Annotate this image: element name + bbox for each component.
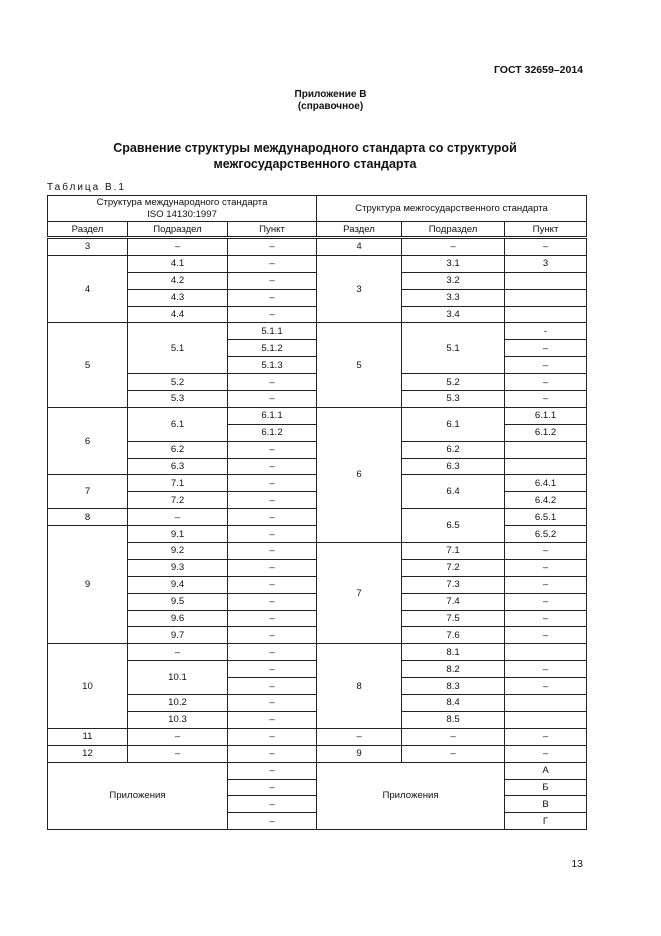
table-row <box>48 644 587 661</box>
cell: – <box>228 492 317 509</box>
cell: 3.4 <box>402 306 505 323</box>
col-header: Подраздел <box>128 222 228 238</box>
cell: 10 <box>48 644 128 728</box>
cell: – <box>505 559 587 576</box>
cell: – <box>128 644 228 661</box>
cell: 9.2 <box>128 543 228 560</box>
cell: 9.1 <box>128 526 228 543</box>
cell: 6.4 <box>402 475 505 509</box>
cell: 7 <box>317 543 402 644</box>
cell: Г <box>505 813 587 830</box>
table-row <box>48 543 587 560</box>
cell: 10.3 <box>128 711 228 728</box>
cell: 5.3 <box>402 391 505 408</box>
cell: 6.1.2 <box>505 424 587 441</box>
cell: – <box>228 728 317 745</box>
cell: 5.2 <box>128 374 228 391</box>
cell: – <box>505 391 587 408</box>
cell: 6 <box>48 407 128 475</box>
cell: 6.1.1 <box>228 407 317 424</box>
cell: 5 <box>317 323 402 407</box>
table-row <box>48 323 587 340</box>
cell: 9 <box>317 745 402 762</box>
title-line-2: межгосударственного стандарта <box>213 157 417 171</box>
cell: – <box>505 593 587 610</box>
col-header: Раздел <box>317 222 402 238</box>
cell: – <box>228 391 317 408</box>
column-header-row <box>48 222 587 238</box>
cell: 4 <box>48 255 128 323</box>
cell: 6.3 <box>402 458 505 475</box>
annex-subtitle: (справочное) <box>297 101 364 112</box>
cell: – <box>228 289 317 306</box>
cell: 5.3 <box>128 391 228 408</box>
table-row <box>48 745 587 762</box>
cell: 4.4 <box>128 306 228 323</box>
cell: – <box>128 238 228 256</box>
cell: 9.7 <box>128 627 228 644</box>
cell: 5.1.2 <box>228 340 317 357</box>
cell: Приложения <box>317 762 505 830</box>
cell: 5.1.1 <box>228 323 317 340</box>
table-caption: Таблица В.1 <box>47 182 126 193</box>
cell <box>505 695 587 712</box>
cell: 6.2 <box>128 441 228 458</box>
cell <box>505 272 587 289</box>
cell: – <box>228 627 317 644</box>
cell: – <box>505 610 587 627</box>
cell: – <box>228 695 317 712</box>
comparison-table <box>47 195 587 830</box>
cell: – <box>128 745 228 762</box>
cell: 4 <box>317 238 402 256</box>
cell <box>505 441 587 458</box>
table-row <box>48 728 587 745</box>
cell: – <box>228 272 317 289</box>
cell: 3 <box>317 255 402 323</box>
left-group-header <box>48 196 317 222</box>
cell: 5.1.3 <box>228 357 317 374</box>
cell: А <box>505 762 587 779</box>
cell: – <box>505 745 587 762</box>
cell: 10.2 <box>128 695 228 712</box>
cell: – <box>228 661 317 678</box>
cell: – <box>228 610 317 627</box>
cell: – <box>317 728 402 745</box>
cell: – <box>228 593 317 610</box>
cell: – <box>228 796 317 813</box>
cell: – <box>505 728 587 745</box>
cell: 6 <box>317 407 402 542</box>
cell <box>505 289 587 306</box>
cell: 3.2 <box>402 272 505 289</box>
cell: 6.4.2 <box>505 492 587 509</box>
cell: 8 <box>317 644 402 728</box>
cell: – <box>228 238 317 256</box>
cell: – <box>228 813 317 830</box>
cell: 7.4 <box>402 593 505 610</box>
cell: – <box>128 728 228 745</box>
left-group-line-1: Структура международного стандарта <box>96 197 268 208</box>
cell: 4.2 <box>128 272 228 289</box>
cell: – <box>228 441 317 458</box>
cell: 6.1 <box>402 407 505 441</box>
cell: – <box>228 458 317 475</box>
cell: 7.1 <box>128 475 228 492</box>
title-line-1: Сравнение структуры международного стандарта со структурой <box>113 141 517 155</box>
right-group-header: Структура межгосударственного стандарта <box>317 196 587 222</box>
cell: – <box>228 475 317 492</box>
cell: 3.1 <box>402 255 505 272</box>
document-title <box>60 140 570 172</box>
cell: Б <box>505 779 587 796</box>
cell: – <box>505 374 587 391</box>
cell: 8.4 <box>402 695 505 712</box>
cell: 7.6 <box>402 627 505 644</box>
cell: – <box>228 559 317 576</box>
cell: 5.1 <box>128 323 228 374</box>
cell: – <box>228 255 317 272</box>
cell: 6.1.1 <box>505 407 587 424</box>
cell <box>505 458 587 475</box>
cell: 5 <box>48 323 128 407</box>
col-header: Пункт <box>505 222 587 238</box>
cell: – <box>228 711 317 728</box>
cell: – <box>228 762 317 779</box>
cell: – <box>228 306 317 323</box>
cell: – <box>228 678 317 695</box>
cell: 6.5.1 <box>505 509 587 526</box>
cell: 11 <box>48 728 128 745</box>
cell: 4.1 <box>128 255 228 272</box>
cell: - <box>505 323 587 340</box>
table-row <box>48 407 587 424</box>
col-header: Раздел <box>48 222 128 238</box>
col-header: Пункт <box>228 222 317 238</box>
cell: 6.4.1 <box>505 475 587 492</box>
cell: – <box>505 543 587 560</box>
cell: 8.3 <box>402 678 505 695</box>
cell: 8.1 <box>402 644 505 661</box>
cell: 12 <box>48 745 128 762</box>
standard-number: ГОСТ 32659–2014 <box>493 64 583 76</box>
cell <box>505 644 587 661</box>
left-group-line-2: ISO 14130:1997 <box>147 208 217 220</box>
annex-title: Приложение В <box>294 89 367 100</box>
cell: 9.5 <box>128 593 228 610</box>
cell: 8 <box>48 509 128 526</box>
cell: – <box>505 238 587 256</box>
cell: 3 <box>48 238 128 256</box>
col-header: Подраздел <box>402 222 505 238</box>
cell: 7 <box>48 475 128 509</box>
cell: 6.5.2 <box>505 526 587 543</box>
cell: – <box>402 238 505 256</box>
cell: 10.1 <box>128 661 228 695</box>
cell: 7.1 <box>402 543 505 560</box>
cell: 9.6 <box>128 610 228 627</box>
page-number: 13 <box>571 858 583 870</box>
cell: – <box>228 779 317 796</box>
table-row <box>48 762 587 779</box>
cell: 5.1 <box>402 323 505 374</box>
group-header-row <box>48 196 587 222</box>
cell: 7.5 <box>402 610 505 627</box>
cell: 9 <box>48 526 128 644</box>
cell: 7.2 <box>128 492 228 509</box>
cell: 6.5 <box>402 509 505 543</box>
cell: – <box>505 340 587 357</box>
cell: – <box>128 509 228 526</box>
cell: – <box>505 661 587 678</box>
cell: Приложения <box>48 762 228 830</box>
cell: 6.3 <box>128 458 228 475</box>
cell: – <box>228 374 317 391</box>
table-row <box>48 255 587 272</box>
table-row <box>48 238 587 256</box>
cell: 5.2 <box>402 374 505 391</box>
cell: 6.2 <box>402 441 505 458</box>
cell: 6.1.2 <box>228 424 317 441</box>
cell: – <box>228 644 317 661</box>
cell: 3 <box>505 255 587 272</box>
cell: 3.3 <box>402 289 505 306</box>
cell: 4.3 <box>128 289 228 306</box>
cell: 8.5 <box>402 711 505 728</box>
cell: – <box>505 357 587 374</box>
cell: – <box>402 745 505 762</box>
cell: – <box>228 745 317 762</box>
cell: 9.4 <box>128 576 228 593</box>
cell: 6.1 <box>128 407 228 441</box>
cell: – <box>402 728 505 745</box>
cell: – <box>505 576 587 593</box>
cell: – <box>228 543 317 560</box>
cell: – <box>228 509 317 526</box>
cell: – <box>228 576 317 593</box>
cell: 9.3 <box>128 559 228 576</box>
cell: – <box>505 678 587 695</box>
cell: 7.3 <box>402 576 505 593</box>
cell: 8.2 <box>402 661 505 678</box>
cell <box>505 711 587 728</box>
cell: 7.2 <box>402 559 505 576</box>
cell: – <box>505 627 587 644</box>
cell: В <box>505 796 587 813</box>
cell: – <box>228 526 317 543</box>
cell <box>505 306 587 323</box>
